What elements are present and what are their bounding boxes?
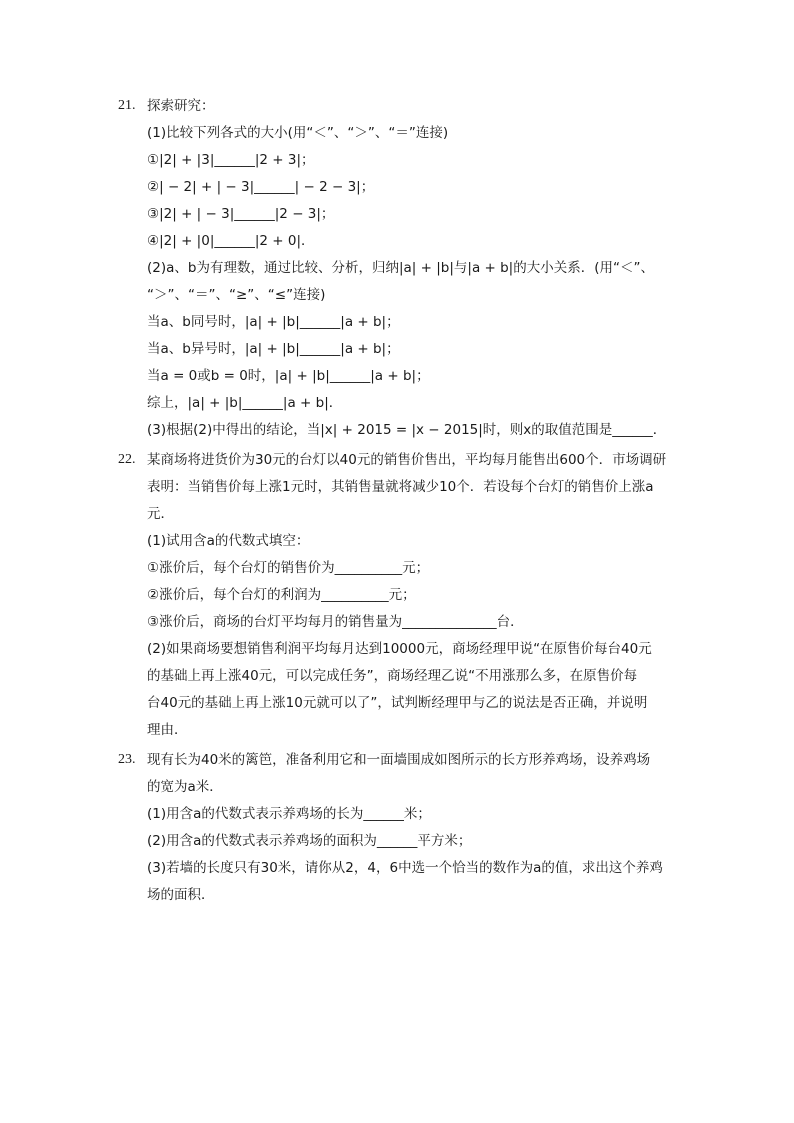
q21-line-5: ③|2| + | − 3|______|2 − 3|； bbox=[147, 206, 335, 222]
q22-line-8: (2)如果商场要想销售利润平均每月达到10000元，商场经理甲说“在原售价每台40元 bbox=[147, 641, 652, 657]
q22-line-7: ③涨价后，商场的台灯平均每月的销售量为______________台． bbox=[147, 614, 524, 630]
q22-line-11: 理由． bbox=[147, 722, 188, 738]
q21-line-12: 综上，|a| + |b|______|a + b|． bbox=[147, 395, 343, 411]
q22-number: 22. bbox=[118, 452, 136, 467]
q23-line-5: (3)若墙的长度只有30米，请你从2，4，6中选一个恰当的数作为a的值，求出这个养鸡 bbox=[147, 860, 663, 876]
q21-line-10: 当a、b异号时，|a| + |b|______|a + b|； bbox=[147, 341, 400, 357]
q23-line-2: 的宽为a米． bbox=[147, 779, 223, 795]
q22-line-3: 元． bbox=[147, 506, 174, 522]
q21-line-13: (3)根据(2)中得出的结论，当|x| + 2015 = |x − 2015|时，则x的取值范围是______． bbox=[147, 422, 667, 438]
q21-number: 21. bbox=[118, 98, 136, 113]
q23-number: 23. bbox=[118, 752, 136, 767]
q21-line-4: ②| − 2| + | − 3|______| − 2 − 3|； bbox=[147, 179, 375, 195]
q22-line-4: (1)试用含a的代数式填空： bbox=[147, 533, 310, 549]
q21-line-6: ④|2| + |0|______|2 + 0|． bbox=[147, 233, 315, 249]
q23-line-6: 场的面积． bbox=[147, 887, 215, 903]
q22-line-9: 的基础上再上涨40元，可以完成任务”，商场经理乙说“不用涨那么多，在原售价每 bbox=[147, 668, 638, 684]
q23-line-1: 现有长为40米的篱笆，准备利用它和一面墙围成如图所示的长方形养鸡场，设养鸡场 bbox=[147, 752, 651, 768]
q23-line-4: (2)用含a的代数式表示养鸡场的面积为______平方米； bbox=[147, 833, 472, 849]
q21-line-1: 探索研究： bbox=[147, 98, 215, 114]
q22-line-10: 台40元的基础上再上涨10元就可以了”，试判断经理甲与乙的说法是否正确，并说明 bbox=[147, 695, 648, 711]
q21-line-8: “＞”、“＝”、“≥”、“≤”连接) bbox=[147, 287, 326, 303]
q21-line-7: (2)a、b为有理数，通过比较、分析，归纳|a| + |b|与|a + b|的大小关系．(用“＜”、 bbox=[147, 260, 654, 276]
q21-line-2: (1)比较下列各式的大小(用“＜”、“＞”、“＝”连接) bbox=[147, 125, 449, 141]
q22-line-6: ②涨价后，每个台灯的利润为__________元； bbox=[147, 587, 416, 603]
q21-line-3: ①|2| + |3|______|2 + 3|； bbox=[147, 152, 315, 168]
q22-line-2: 表明：当销售价每上涨1元时，其销售量就将减少10个．若设每个台灯的销售价上涨a bbox=[147, 479, 654, 495]
q21-line-9: 当a、b同号时，|a| + |b|______|a + b|； bbox=[147, 314, 400, 330]
q22-line-5: ①涨价后，每个台灯的销售价为__________元； bbox=[147, 560, 430, 576]
q23-line-3: (1)用含a的代数式表示养鸡场的长为______米； bbox=[147, 806, 431, 822]
q21-line-11: 当a = 0或b = 0时，|a| + |b|______|a + b|； bbox=[147, 368, 430, 384]
q22-line-1: 某商场将进货价为30元的台灯以40元的销售价售出，平均每月能售出600个．市场调研 bbox=[147, 452, 667, 468]
